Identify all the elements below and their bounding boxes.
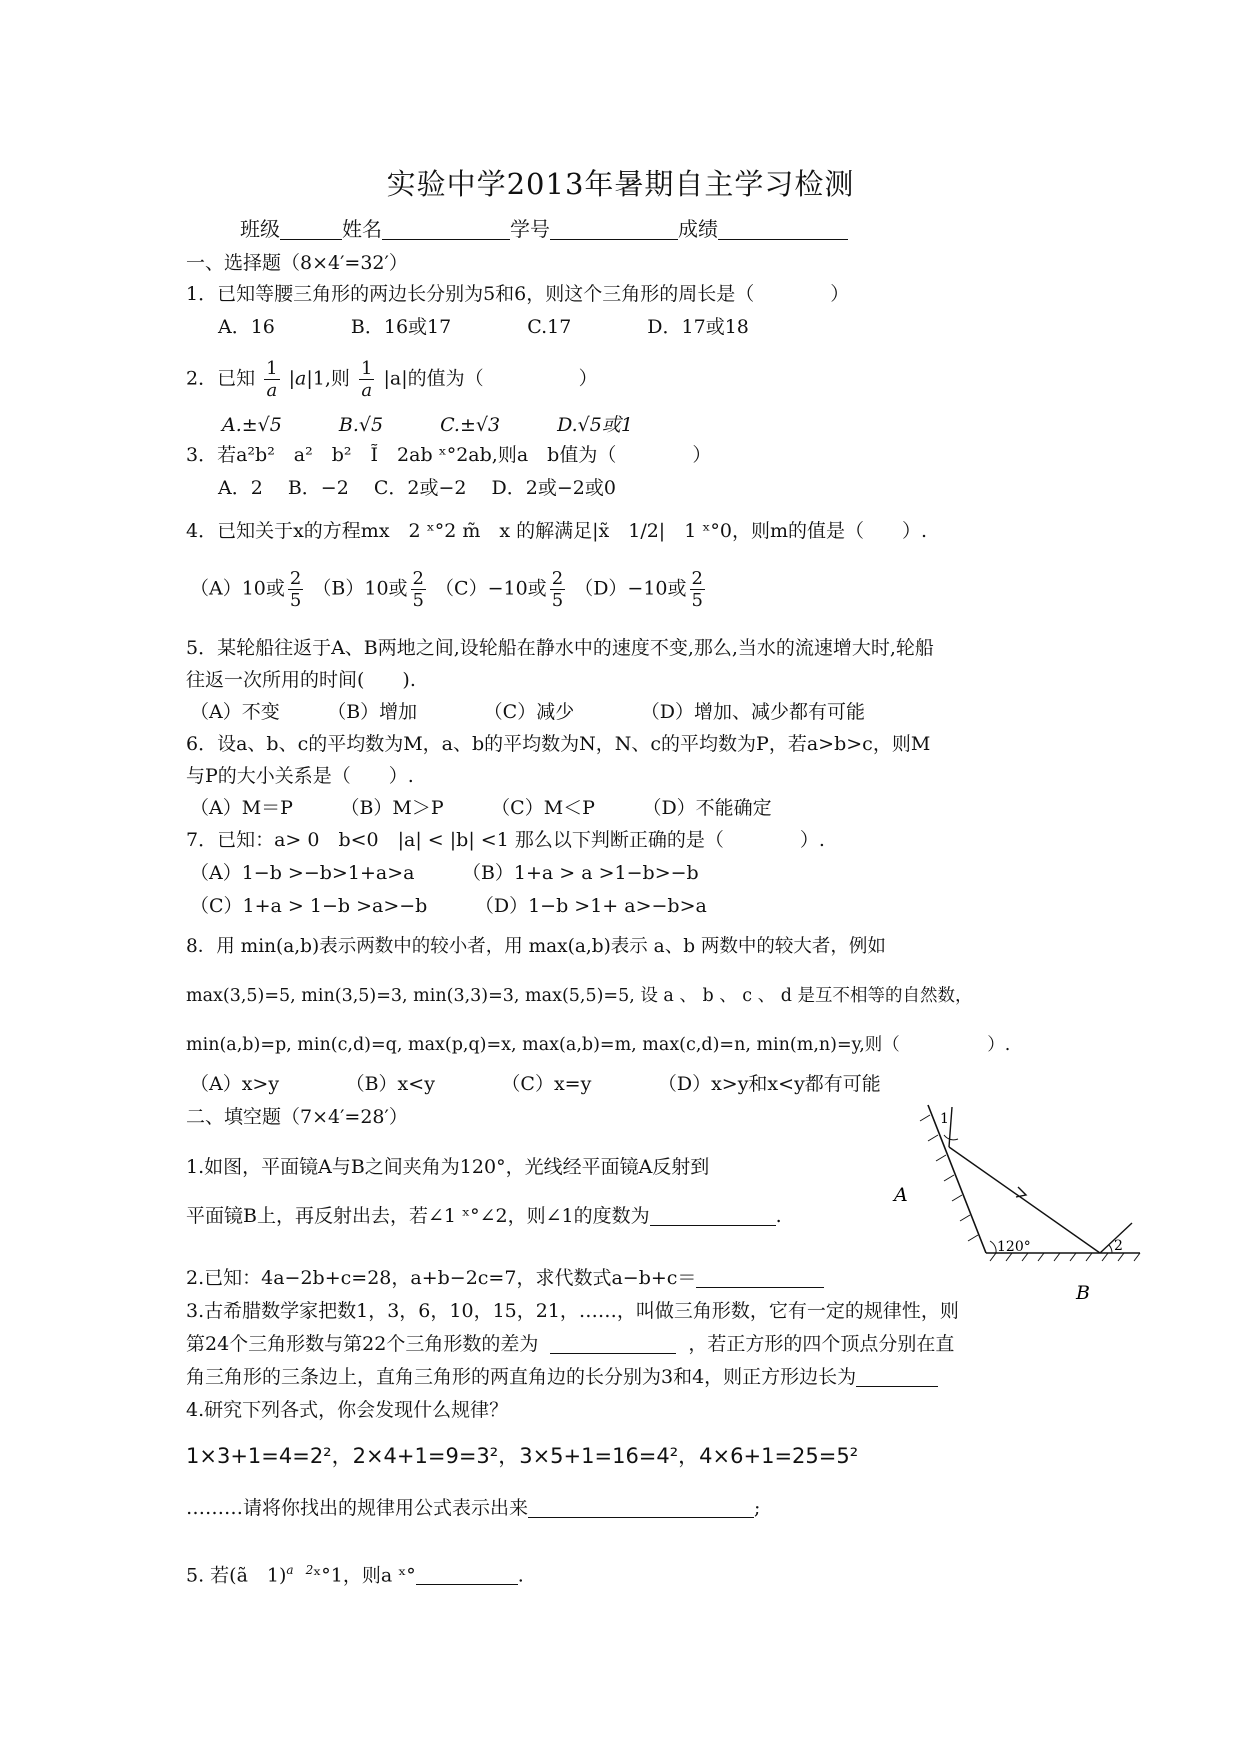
fill-3-line1: 3.古希腊数学家把数1，3，6，10，15，21，……，叫做三角形数，它有一定的规律性，则 xyxy=(186,1300,959,1322)
fraction-1-over-a xyxy=(264,358,279,401)
question-4-options xyxy=(190,568,708,611)
score-blank[interactable] xyxy=(718,219,848,240)
fraction-numerator: 2 xyxy=(691,568,703,589)
question-5-options: （A）不变 （B）增加 （C）减少 （D）增加、减少都有可能 xyxy=(190,701,865,723)
angle-120-arc xyxy=(990,1241,996,1253)
fraction-denominator: 5 xyxy=(691,590,703,611)
answer-blank[interactable] xyxy=(696,1267,824,1288)
question-7-options-cd: （C）1+a > 1−b >a>−b （D）1−b >1+ a>−b>a xyxy=(190,895,707,917)
fill-4-line3-text: ………请将你找出的规律用公式表示出来 xyxy=(186,1497,529,1519)
mirror-figure xyxy=(894,1105,1160,1305)
question-6-line2: 与P的大小关系是（ ）. xyxy=(186,765,414,787)
number-blank[interactable] xyxy=(550,219,678,240)
name-blank[interactable] xyxy=(382,219,510,240)
score-label: 成绩 xyxy=(678,217,718,241)
answer-blank[interactable] xyxy=(650,1205,776,1226)
class-label: 班级 xyxy=(240,217,280,241)
angle-1-label: 1 xyxy=(940,1111,949,1127)
fraction-denominator: 5 xyxy=(551,590,564,611)
question-4: 4．已知关于x的方程mx 2 ˣ°2 m̃ x 的解满足|x̃ 1/2| 1 ˣ°0，则m的值是（ ）. xyxy=(186,520,928,542)
question-2-end: |a|的值为（ ） xyxy=(383,367,598,390)
period: . xyxy=(517,1564,524,1587)
question-1-options: A．16 B．16或17 C.17 D．17或18 xyxy=(218,316,749,338)
option-a-text: （A）10或 xyxy=(190,577,285,600)
fill-4-line1: 4.研究下列各式，你会发现什么规律？ xyxy=(186,1399,509,1421)
question-3: 3．若a²b² a² b² Ĩ 2ab ˣ°2ab,则a b值为（ ） xyxy=(186,444,712,466)
answer-blank[interactable] xyxy=(528,1497,754,1518)
number-label: 学号 xyxy=(510,217,550,241)
fill-1-line2-text: 平面镜B上，再反射出去，若∠1 ˣ°∠2，则∠1的度数为 xyxy=(186,1205,650,1227)
section2-heading: 二、填空题（7×4′=28′） xyxy=(186,1106,408,1128)
question-7: 7．已知：a> 0 b<0 |a| < |b| <1 那么以下判断正确的是（ ）. xyxy=(186,829,825,851)
fill-3-line3-text: 角三角形的三条边上，直角三角形的两直角边的长分别为3和4，则正方形边长为 xyxy=(186,1366,857,1388)
fill-3-line2 xyxy=(186,1331,954,1357)
fill-3-line2b: ，若正方形的四个顶点分别在直 xyxy=(688,1333,955,1355)
option-b-text: （B）10或 xyxy=(312,577,408,600)
question-2-abs: |a| xyxy=(288,367,313,390)
question-1: 1．已知等腰三角形的两边长分别为5和6，则这个三角形的周长是（ ） xyxy=(186,283,850,305)
period: . xyxy=(775,1205,782,1227)
fraction-denominator: a xyxy=(361,380,373,401)
label-a: A xyxy=(894,1184,908,1206)
angle-120-label: 120° xyxy=(997,1239,1031,1255)
fraction-numerator: 1 xyxy=(360,358,373,379)
question-2-pre: 2．已知 xyxy=(186,367,256,390)
question-8-options: （A）x>y （B）x<y （C）x=y （D）x>y和x<y都有可能 xyxy=(190,1073,881,1095)
question-3-options: A．2 B．−2 C．2或−2 D．2或−2或0 xyxy=(218,477,616,499)
question-7-options-ab: （A）1−b >−b>1+a>a （B）1+a > a >1−b>−b xyxy=(190,862,699,884)
mirror-a-hatching xyxy=(920,1115,978,1241)
reflected-ray xyxy=(949,1147,1100,1253)
fill-1-line1: 1.如图，平面镜A与B之间夹角为120°，光线经平面镜A反射到 xyxy=(186,1156,710,1178)
fill-3-line3 xyxy=(186,1364,938,1390)
answer-blank[interactable] xyxy=(416,1564,518,1585)
option-c-text: （C）−10或 xyxy=(435,577,547,600)
fraction-2-5 xyxy=(288,568,303,611)
fraction-numerator: 2 xyxy=(412,568,424,589)
answer-blank[interactable] xyxy=(550,1333,676,1354)
fill-5-exponent: a 2 xyxy=(286,1563,314,1577)
angle-1-arc xyxy=(944,1135,958,1140)
fill-5-pre: 5. 若(ã 1) xyxy=(186,1564,287,1587)
question-5-line1: 5．某轮船往返于A、B两地之间,设轮船在静水中的速度不变,那么,当水的流速增大时,轮船 xyxy=(186,637,934,659)
fill-2-text: 2.已知：4a−2b+c=28，a+b−2c=7，求代数式a−b+c＝ xyxy=(186,1267,697,1289)
question-6-options: （A）M＝P （B）M＞P （C）M＜P （D）不能确定 xyxy=(190,797,772,819)
angle-2-arc xyxy=(1109,1245,1112,1253)
name-label: 姓名 xyxy=(342,217,382,241)
fraction-2-5 xyxy=(411,568,426,611)
fraction-denominator: 5 xyxy=(412,590,424,611)
option-d-text: （D）−10或 xyxy=(574,577,687,600)
incoming-ray xyxy=(949,1107,952,1147)
label-b: B xyxy=(1076,1282,1090,1304)
semicolon: ; xyxy=(754,1497,761,1519)
question-8-line2: max(3,5)=5, min(3,5)=3, min(3,3)=3, max(5,5)=5, 设 a 、 b 、 c 、 d 是互不相等的自然数， xyxy=(186,986,973,1006)
student-info-line xyxy=(240,216,848,242)
fill-2 xyxy=(186,1265,824,1291)
fraction-2-5 xyxy=(550,568,565,611)
fraction-denominator: 5 xyxy=(289,590,302,611)
fraction-denominator: a xyxy=(266,380,278,401)
fill-5-mid: ˣ°1，则a ˣ° xyxy=(313,1564,416,1587)
fill-3-line2a: 第24个三角形数与第22个三角形数的差为 xyxy=(186,1333,539,1355)
question-8-line3: min(a,b)=p, min(c,d)=q, max(p,q)=x, max(a,b)=m, max(c,d)=n, min(m,n)=y,则（ ）. xyxy=(186,1035,1011,1055)
answer-blank[interactable] xyxy=(856,1366,938,1387)
fill-1-line2 xyxy=(186,1203,782,1229)
question-8-line1: 8．用 min(a,b)表示两数中的较小者，用 max(a,b)表示 a、b 两数中的较大者，例如 xyxy=(186,936,886,957)
fill-5 xyxy=(186,1557,524,1588)
question-2 xyxy=(186,358,598,401)
fraction-numerator: 1 xyxy=(266,358,278,379)
fraction-numerator: 2 xyxy=(551,568,564,589)
fraction-2-5 xyxy=(690,568,705,611)
angle-2-label: 2 xyxy=(1114,1238,1123,1254)
fill-4-line3 xyxy=(186,1495,760,1521)
question-2-options: A.±√5 B.√5 C.±√3 D.√5或1 xyxy=(222,414,633,436)
question-5-line2: 往返一次所用的时间( ). xyxy=(186,669,416,691)
mirror-a xyxy=(928,1105,986,1253)
question-6-line1: 6．设a、b、c的平均数为M，a、b的平均数为N，N、c的平均数为P，若a>b>c，则M xyxy=(186,733,931,755)
class-blank[interactable] xyxy=(280,219,342,240)
fill-4-formula: 1×3+1=4=2²，2×4+1=9=3²，3×5+1=16=4²，4×6+1=25=5² xyxy=(186,1444,859,1468)
section1-heading: 一、选择题（8×4′=32′） xyxy=(186,252,408,274)
fraction-numerator: 2 xyxy=(289,568,302,589)
question-2-tail: 1,则 xyxy=(312,367,350,390)
page-title: 实验中学2013年暑期自主学习检测 xyxy=(386,167,855,201)
fraction-1-over-a-2 xyxy=(359,358,374,401)
